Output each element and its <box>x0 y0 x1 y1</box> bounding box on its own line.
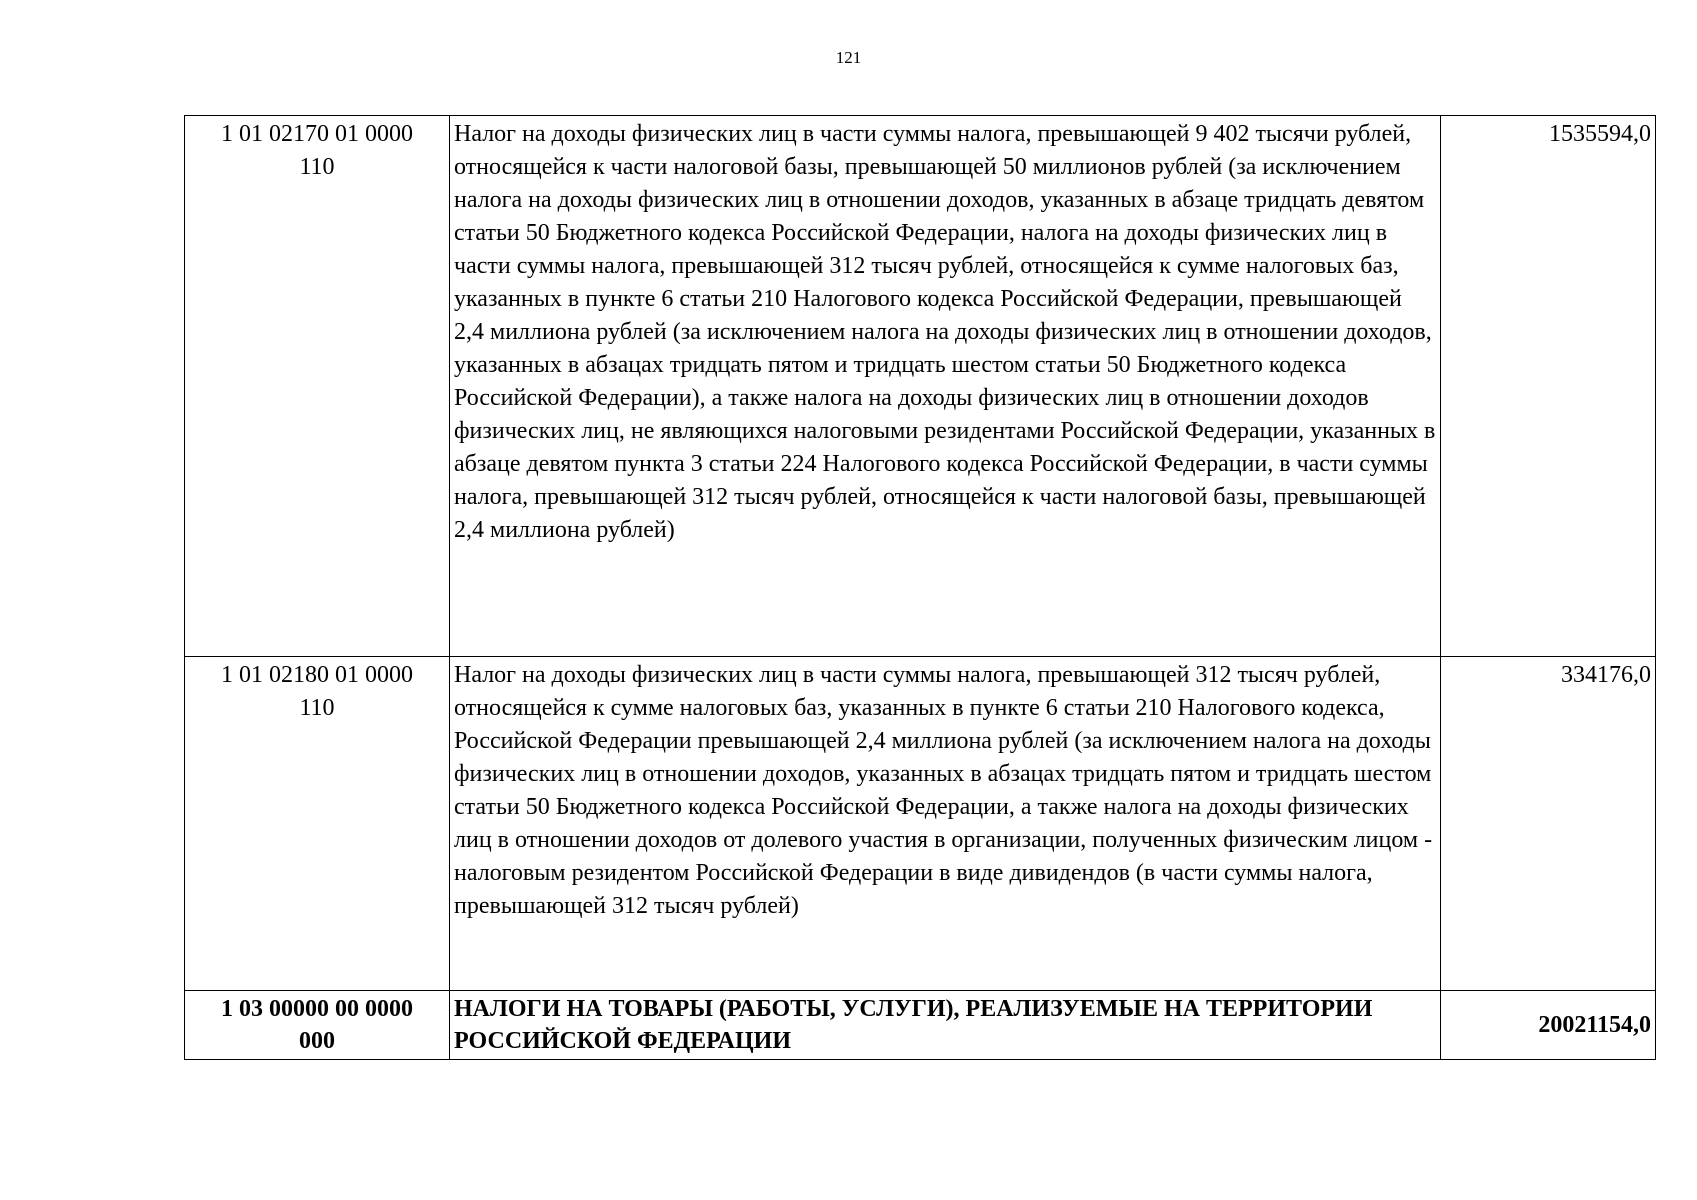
budget-classification-code <box>185 991 450 1060</box>
page-number: 121 <box>835 48 862 67</box>
revenue-amount: 20021154,0 <box>1441 991 1656 1060</box>
code-line: 1 01 02170 01 0000 <box>221 121 413 147</box>
code-line: 1 03 00000 00 0000 <box>221 996 413 1022</box>
table-row-section-total <box>185 991 1656 1060</box>
revenue-amount: 334176,0 <box>1441 657 1656 991</box>
budget-revenue-table <box>184 115 1656 1060</box>
table-row <box>185 116 1656 657</box>
revenue-description: Налог на доходы физических лиц в части суммы налога, превышающей 312 тысяч рублей, относящейся к сумме налоговых баз, указанных в пункте 6 статьи 210 Налогового кодекса, Российской Федерации превышающей 2,4 миллиона рублей (за исключением налога на доходы физических лиц в отношении доходов, указанных в абзацах тридцать пятом и тридцать шестом статьи 50 Бюджетного кодекса Российской Федерации, а также налога на доходы физических лиц в отношении доходов от долевого участия в организации, полученных физическим лицом - налоговым резидентом Российской Федерации в виде дивидендов (в части суммы налога, превышающей 312 тысяч рублей) <box>450 657 1441 991</box>
budget-classification-code <box>185 657 450 991</box>
code-line: 000 <box>299 1028 335 1054</box>
revenue-amount: 1535594,0 <box>1441 116 1656 657</box>
code-line: 1 01 02180 01 0000 <box>221 662 413 688</box>
code-line: 110 <box>299 695 335 721</box>
revenue-description: Налог на доходы физических лиц в части суммы налога, превышающей 9 402 тысячи рублей, относящейся к части налоговой базы, превышающей 50 миллионов рублей (за исключением налога на доходы физических лиц в отношении доходов, указанных в абзаце тридцать девятом статьи 50 Бюджетного кодекса Российской Федерации, налога на доходы физических лиц в части суммы налога, превышающей 312 тысяч рублей, относящейся к сумме налоговых баз, указанных в пункте 6 статьи 210 Налогового кодекса Российской Федерации, превышающей 2,4 миллиона рублей (за исключением налога на доходы физических лиц в отношении доходов, указанных в абзацах тридцать пятом и тридцать шестом статьи 50 Бюджетного кодекса Российской Федерации), а также налога на доходы физических лиц в отношении доходов физических лиц, не являющихся налоговыми резидентами Российской Федерации, указанных в абзаце девятом пункта 3 статьи 224 Налогового кодекса Российской Федерации, в части суммы налога, превышающей 312 тысяч рублей, относящейся к части налоговой базы, превышающей 2,4 миллиона рублей) <box>450 116 1441 657</box>
table-row <box>185 657 1656 991</box>
budget-classification-code <box>185 116 450 657</box>
revenue-description: НАЛОГИ НА ТОВАРЫ (РАБОТЫ, УСЛУГИ), РЕАЛИЗУЕМЫЕ НА ТЕРРИТОРИИ РОССИЙСКОЙ ФЕДЕРАЦИИ <box>450 991 1441 1060</box>
code-line: 110 <box>299 154 335 180</box>
